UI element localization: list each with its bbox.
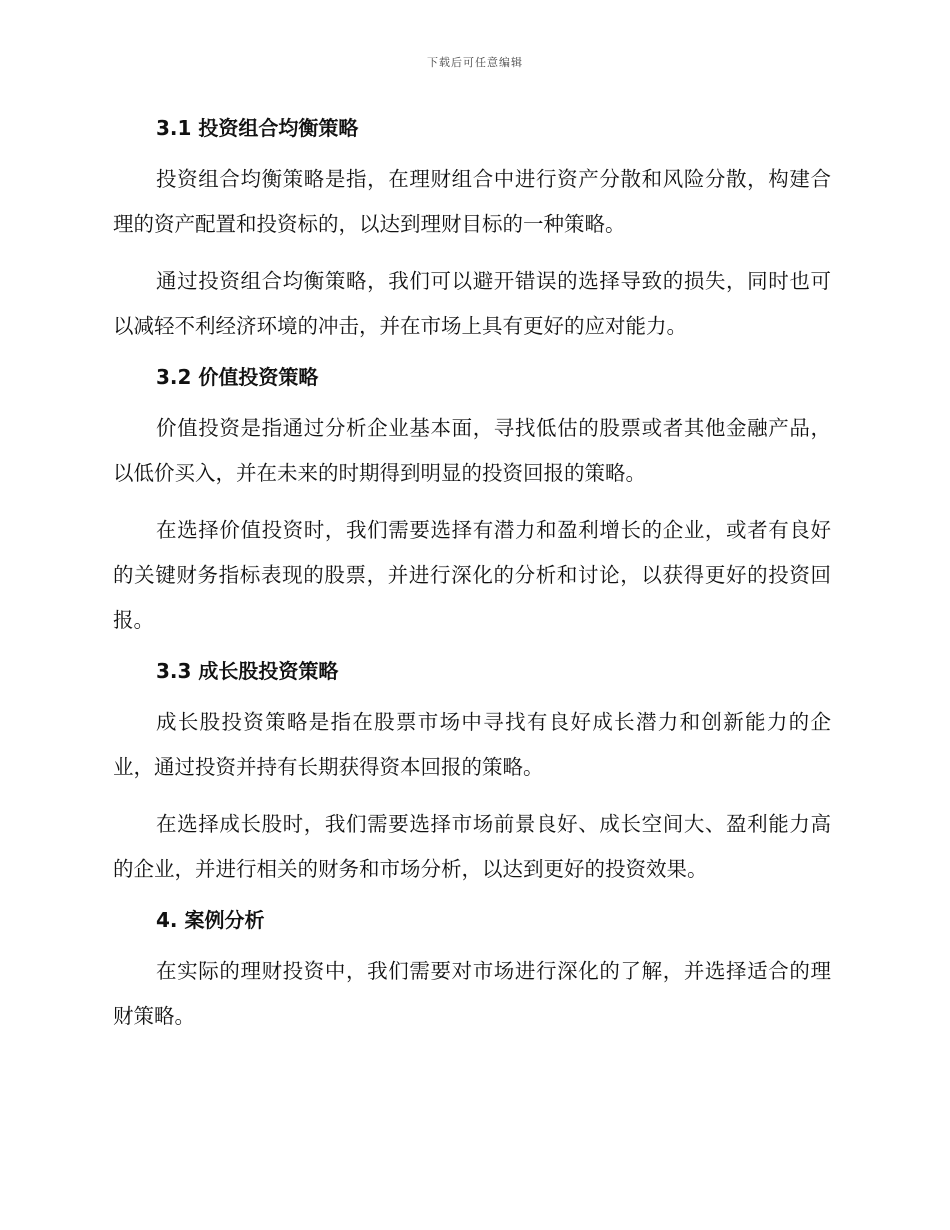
section-heading-4: 4. 案例分析 xyxy=(156,908,265,932)
header-note: 下载后可任意编辑 xyxy=(427,56,523,69)
paragraph: 在选择成长股时，我们需要选择市场前景良好、成长空间大、盈利能力高的企业，并进行相关的财务和市场分析，以达到更好的投资效果。 xyxy=(113,812,831,881)
section-heading-3-2: 3.2 价值投资策略 xyxy=(156,365,319,389)
paragraph: 在实际的理财投资中，我们需要对市场进行深化的了解，并选择适合的理财策略。 xyxy=(113,959,831,1028)
paragraph: 价值投资是指通过分析企业基本面，寻找低估的股票或者其他金融产品，以低价买入，并在未来的时期得到明显的投资回报的策略。 xyxy=(113,416,831,485)
section-heading-3-1: 3.1 投资组合均衡策略 xyxy=(156,116,359,140)
paragraph: 在选择价值投资时，我们需要选择有潜力和盈利增长的企业，或者有良好的关键财务指标表现的股票，并进行深化的分析和讨论，以获得更好的投资回报。 xyxy=(113,518,831,632)
document-body xyxy=(113,112,831,1039)
paragraph: 投资组合均衡策略是指，在理财组合中进行资产分散和风险分散，构建合理的资产配置和投资标的，以达到理财目标的一种策略。 xyxy=(113,167,831,236)
paragraph: 成长股投资策略是指在股票市场中寻找有良好成长潜力和创新能力的企业，通过投资并持有长期获得资本回报的策略。 xyxy=(113,710,831,779)
paragraph: 通过投资组合均衡策略，我们可以避开错误的选择导致的损失，同时也可以减轻不利经济环境的冲击，并在市场上具有更好的应对能力。 xyxy=(113,269,831,338)
section-heading-3-3: 3.3 成长股投资策略 xyxy=(156,659,339,683)
